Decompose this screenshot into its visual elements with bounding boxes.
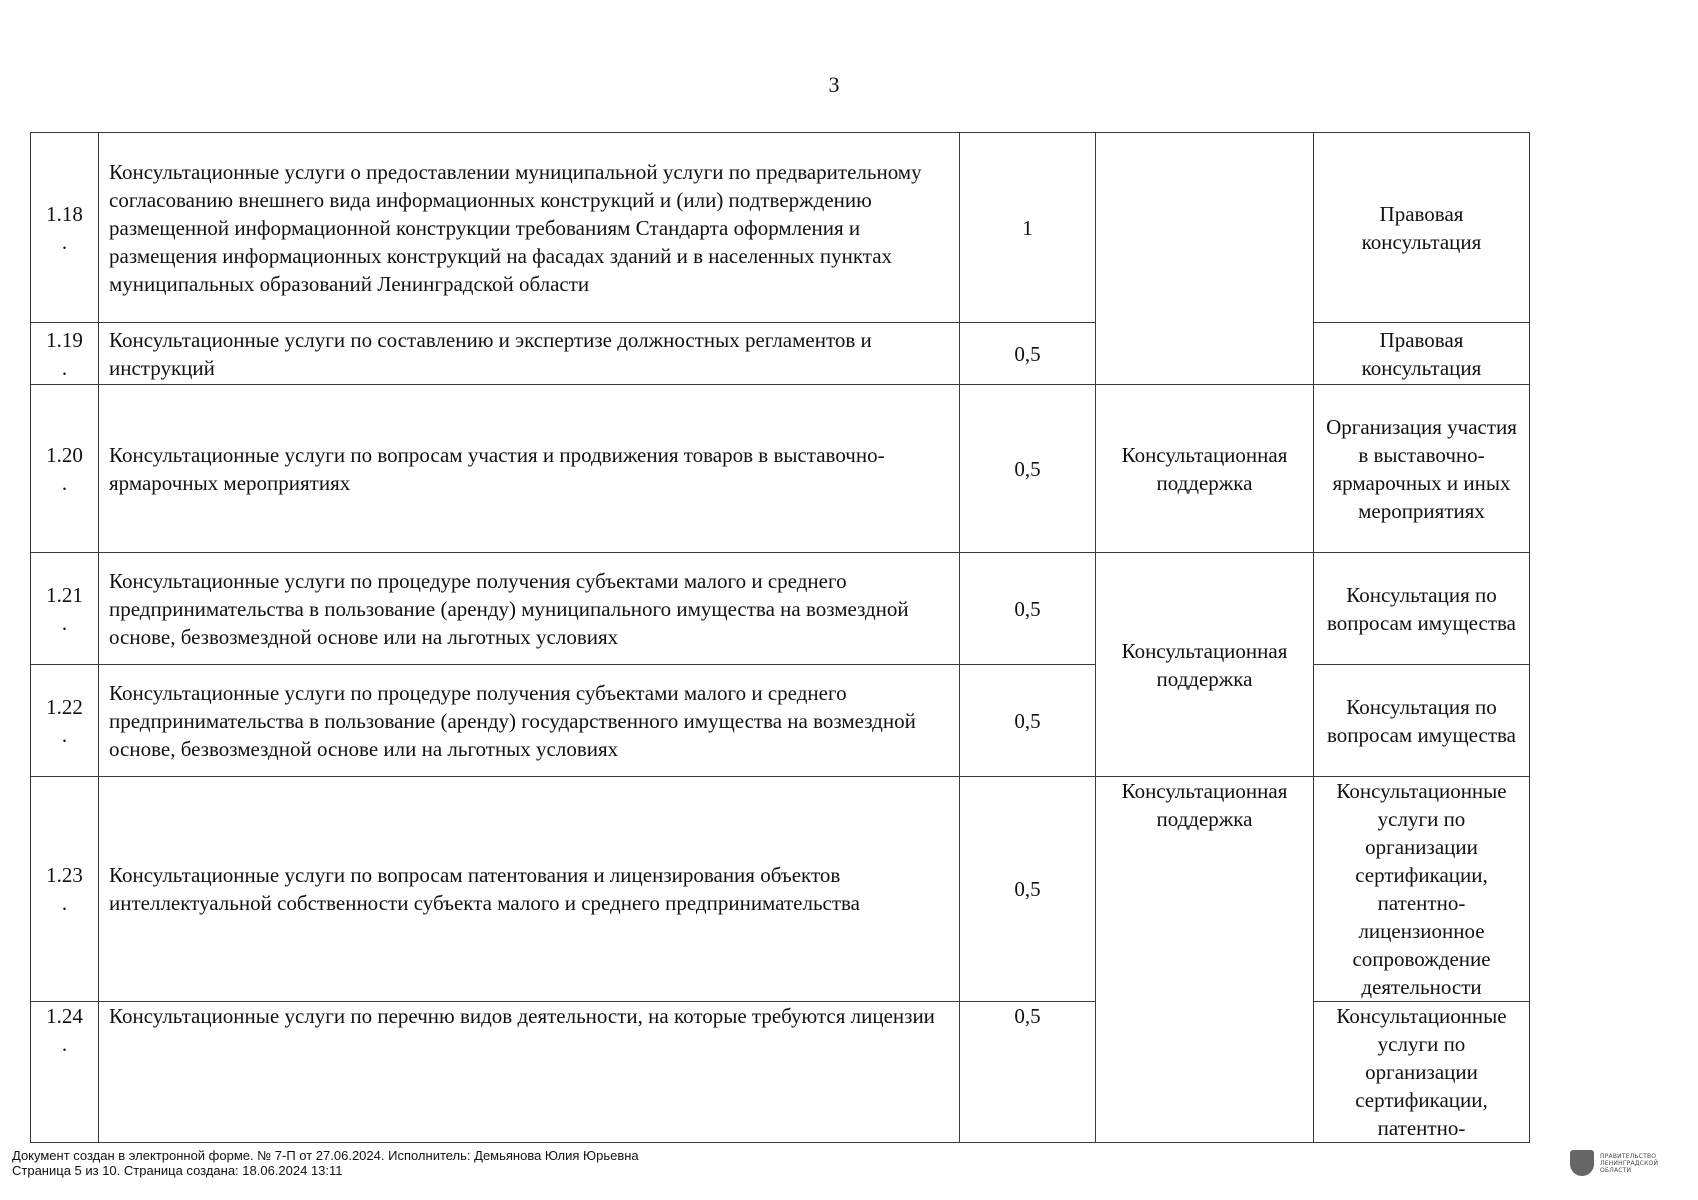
row-description-cell: [99, 665, 960, 777]
row-volume: 0,5: [960, 553, 1096, 665]
page-number: 3: [828, 72, 840, 97]
table-row: [31, 553, 1530, 665]
row-description-cell: [99, 553, 960, 665]
row-number-dot: .: [61, 891, 68, 915]
coat-of-arms-icon: [1570, 1150, 1594, 1176]
row-volume: 0,5: [960, 665, 1096, 777]
row-number-cell: [31, 1002, 99, 1143]
row-number: 1.19: [46, 327, 83, 352]
row-kind: Консультационные услуги по организации сертификации, патентно-лицензионное сопровождение деятельности: [1336, 779, 1507, 999]
row-kind-cell: [1314, 553, 1530, 665]
row-type-cell: [1096, 777, 1314, 1143]
row-type-cell: [1096, 553, 1314, 777]
row-number: 1.23: [46, 863, 83, 887]
footer-line-2: Страница 5 из 10. Страница создана: 18.06.2024 13:11: [12, 1163, 343, 1178]
row-kind: Организация участия в выставочно-ярмарочных и иных мероприятиях: [1326, 414, 1517, 523]
services-table: [30, 132, 1530, 1143]
row-kind-cell: [1314, 1002, 1530, 1143]
row-number-dot: .: [61, 722, 68, 747]
row-type-cell: [1096, 385, 1314, 553]
row-volume: 0,5: [960, 777, 1096, 1002]
row-number-cell: [31, 665, 99, 777]
row-kind-cell: [1314, 385, 1530, 553]
row-description-cell: [99, 777, 960, 1002]
row-description: Консультационные услуги по вопросам участия и продвижения товаров в выставочно-ярмарочных мероприятиях: [109, 442, 885, 495]
row-kind: Консультация по вопросам имущества: [1327, 582, 1516, 635]
table-row: [31, 777, 1530, 1002]
row-number-dot: .: [61, 229, 68, 254]
row-number-cell: [31, 553, 99, 665]
row-kind-cell: [1314, 323, 1530, 385]
table-row: [31, 133, 1530, 323]
document-footer: [12, 1148, 639, 1178]
row-number-dot: .: [61, 470, 68, 495]
table-row: [31, 385, 1530, 553]
row-type-empty: [1096, 133, 1314, 385]
row-volume: 0,5: [960, 1002, 1096, 1143]
row-type: Консультационная поддержка: [1121, 779, 1288, 831]
row-kind: Правовая консультация: [1361, 201, 1482, 254]
row-description: Консультационные услуги по вопросам патентования и лицензирования объектов интеллектуальной собственности субъекта малого и среднего предпринимательства: [109, 863, 860, 915]
row-description: Консультационные услуги о предоставлении муниципальной услуги по предварительному согласованию внешнего вида информационных конструкций и (или) подтверждению размещенной информационной конструкции требованиям Стандарта оформления и размещения информационных конструкций на фасадах зданий и в населенных пунктах муниципальных образований Ленинградской области: [109, 159, 922, 296]
row-number: 1.18: [46, 201, 83, 226]
row-kind: Консультационные услуги по организации сертификации, патентно-: [1336, 1004, 1507, 1140]
row-volume: 1: [960, 133, 1096, 323]
row-description: Консультационные услуги по перечню видов деятельности, на которые требуются лицензии: [109, 1004, 935, 1028]
row-kind-cell: [1314, 777, 1530, 1002]
row-description: Консультационные услуги по процедуре получения субъектами малого и среднего предпринимательства в пользование (аренду) муниципального имущества на возмездной основе, безвозмездной основе или на льготных условиях: [109, 568, 909, 649]
row-kind: Правовая консультация: [1361, 327, 1482, 380]
row-number-cell: [31, 385, 99, 553]
row-kind: Консультация по вопросам имущества: [1327, 694, 1516, 747]
row-description: Консультационные услуги по процедуре получения субъектами малого и среднего предпринимательства в пользование (аренду) государственного имущества на возмездной основе, безвозмездной основе или на льготных условиях: [109, 680, 916, 761]
row-number-cell: [31, 323, 99, 385]
government-logo: [1570, 1150, 1660, 1176]
row-volume: 0,5: [960, 385, 1096, 553]
row-number: 1.20: [46, 442, 83, 467]
row-type: Консультационная поддержка: [1121, 442, 1288, 495]
row-description-cell: [99, 385, 960, 553]
footer-line-1: Документ создан в электронной форме. № 7-П от 27.06.2024. Исполнитель: Демьянова Юлия Юрьевна: [12, 1148, 639, 1163]
row-number-dot: .: [61, 1032, 68, 1056]
row-number-dot: .: [61, 355, 68, 380]
row-description-cell: [99, 133, 960, 323]
row-number: 1.21: [46, 582, 83, 607]
row-volume: 0,5: [960, 323, 1096, 385]
logo-text: ПРАВИТЕЛЬСТВО ЛЕНИНГРАДСКОЙ ОБЛАСТИ: [1600, 1152, 1659, 1174]
row-number-cell: [31, 777, 99, 1002]
row-number: 1.24: [46, 1004, 83, 1028]
row-number: 1.22: [46, 694, 83, 719]
row-number-cell: [31, 133, 99, 323]
row-kind-cell: [1314, 665, 1530, 777]
row-kind-cell: [1314, 133, 1530, 323]
row-description-cell: [99, 323, 960, 385]
row-number-dot: .: [61, 610, 68, 635]
row-type: Консультационная поддержка: [1121, 638, 1288, 691]
row-description: Консультационные услуги по составлению и экспертизе должностных регламентов и инструкций: [109, 327, 872, 380]
row-description-cell: [99, 1002, 960, 1143]
